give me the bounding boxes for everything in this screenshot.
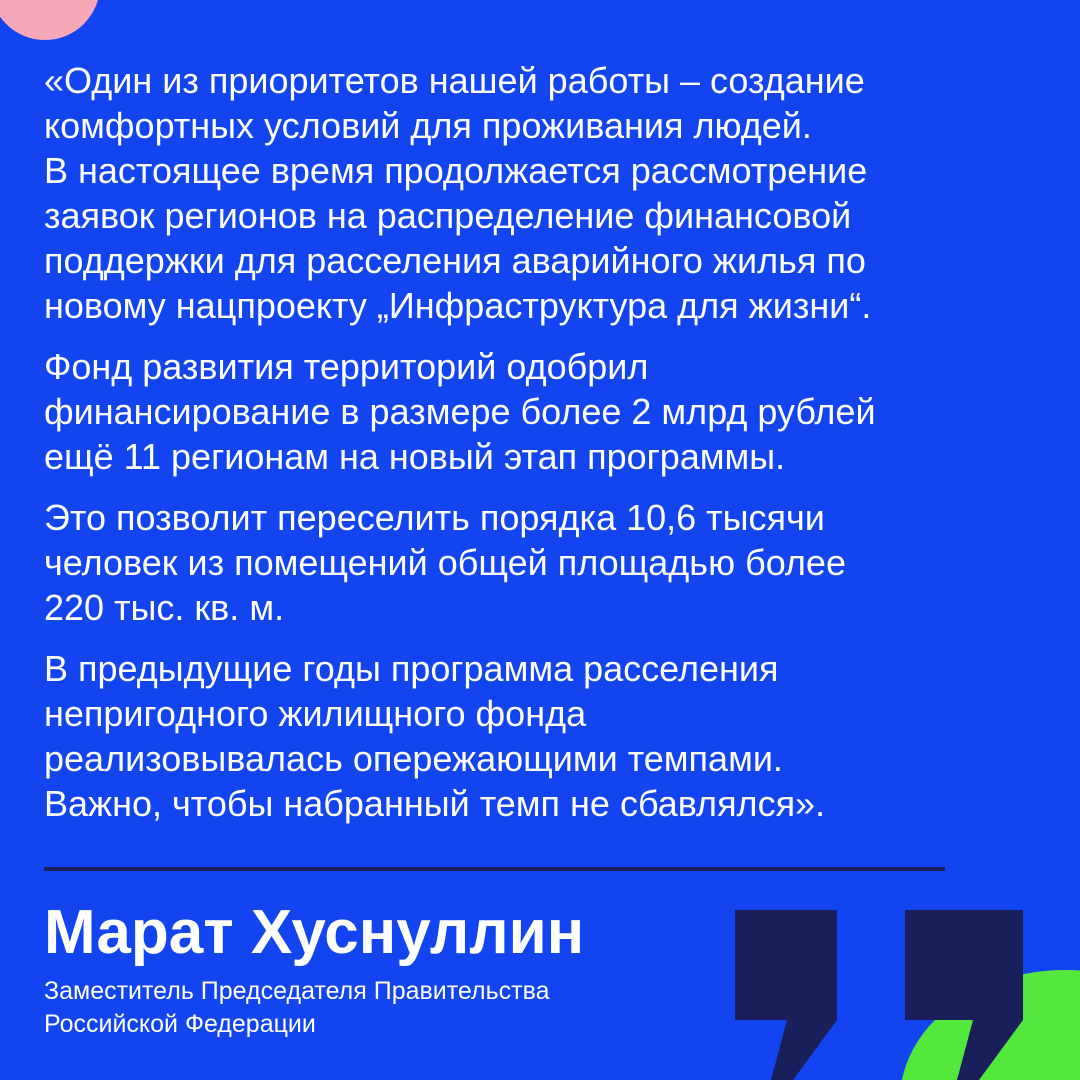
quote-paragraph-4: В предыдущие годы программа расселения непригодного жилищного фонда реализовывалась опережающими темпами. Важно, чтобы набранный темп не сбавлялся».	[44, 648, 826, 824]
divider-line	[44, 867, 945, 871]
quote-paragraph-1: «Один из приоритетов нашей работы – создание комфортных условий для проживания людей. В настоящее время продолжается рассмотрение заявок регионов на распределение финансовой поддержки для расселения аварийного жилья по новому нацпроекту „Инфраструктура для жизни“.	[44, 60, 872, 326]
closing-quote-mark-icon	[735, 910, 855, 1080]
speaker-name: Марат Хуснуллин	[44, 898, 585, 967]
closing-quote-mark-icon	[905, 910, 1025, 1080]
speaker-title: Заместитель Председателя Правительства Российской Федерации	[44, 977, 550, 1038]
quote-paragraph-3: Это позволит переселить порядка 10,6 тысячи человек из помещений общей площадью более 220 тыс. кв. м.	[44, 497, 846, 628]
quote-paragraph-2: Фонд развития территорий одобрил финансирование в размере более 2 млрд рублей ещё 11 регионам на новый этап программы.	[44, 346, 876, 477]
decorative-pink-blob	[0, 0, 100, 40]
quote-text	[44, 58, 1044, 842]
